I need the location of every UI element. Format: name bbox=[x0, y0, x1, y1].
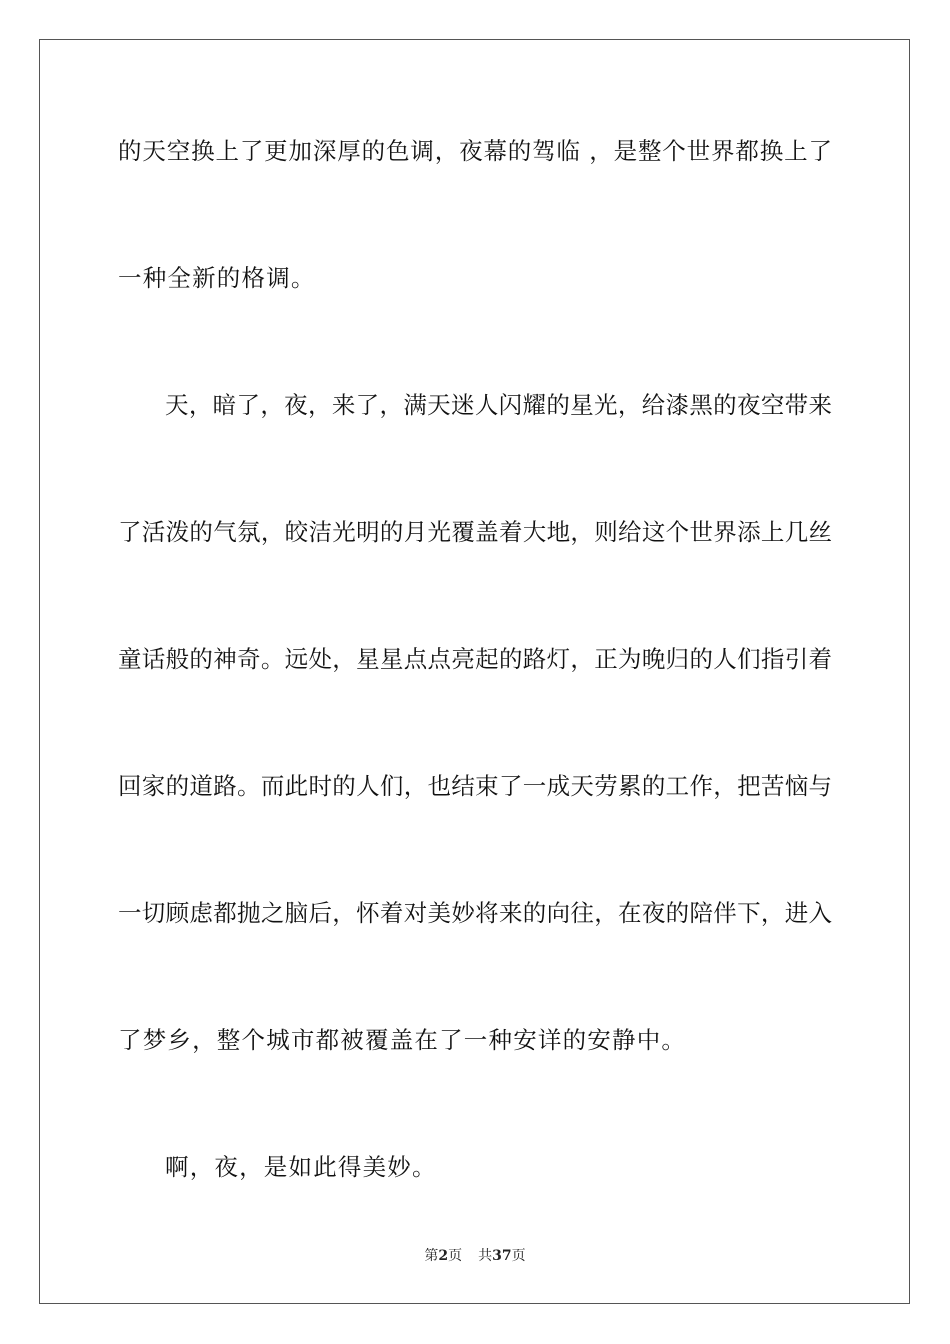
text-line-7: 一切顾虑都抛之脑后，怀着对美妙将来的向往，在夜的陪伴下，进入 bbox=[118, 899, 832, 927]
page-prefix: 第 bbox=[424, 1248, 439, 1264]
page-number: 2 bbox=[438, 1248, 449, 1264]
document-body bbox=[118, 128, 832, 1271]
total-pages: 37 bbox=[492, 1248, 512, 1264]
text-line-1: 的天空换上了更加深厚的色调，夜幕的驾临 ，是整个世界都换上了 bbox=[118, 137, 832, 165]
text-line-8: 了梦乡，整个城市都被覆盖在了一种安详的安静中。 bbox=[118, 1026, 687, 1054]
text-line-3: 天，暗了，夜，来了，满天迷人闪耀的星光，给漆黑的夜空带来 bbox=[165, 391, 832, 419]
text-line-6: 回家的道路。而此时的人们，也结束了一成天劳累的工作，把苦恼与 bbox=[118, 772, 832, 800]
text-line-5: 童话般的神奇。远处，星星点点亮起的路灯，正为晚归的人们指引着 bbox=[118, 645, 832, 673]
text-line-9: 啊，夜，是如此得美妙。 bbox=[165, 1153, 437, 1181]
text-line-2: 一种全新的格调。 bbox=[118, 264, 316, 292]
page-suffix: 页 bbox=[448, 1248, 463, 1264]
total-prefix: 共 bbox=[478, 1248, 493, 1264]
page-footer bbox=[0, 1246, 950, 1266]
total-suffix: 页 bbox=[511, 1248, 526, 1264]
text-line-4: 了活泼的气氛，皎洁光明的月光覆盖着大地，则给这个世界添上几丝 bbox=[118, 518, 832, 546]
